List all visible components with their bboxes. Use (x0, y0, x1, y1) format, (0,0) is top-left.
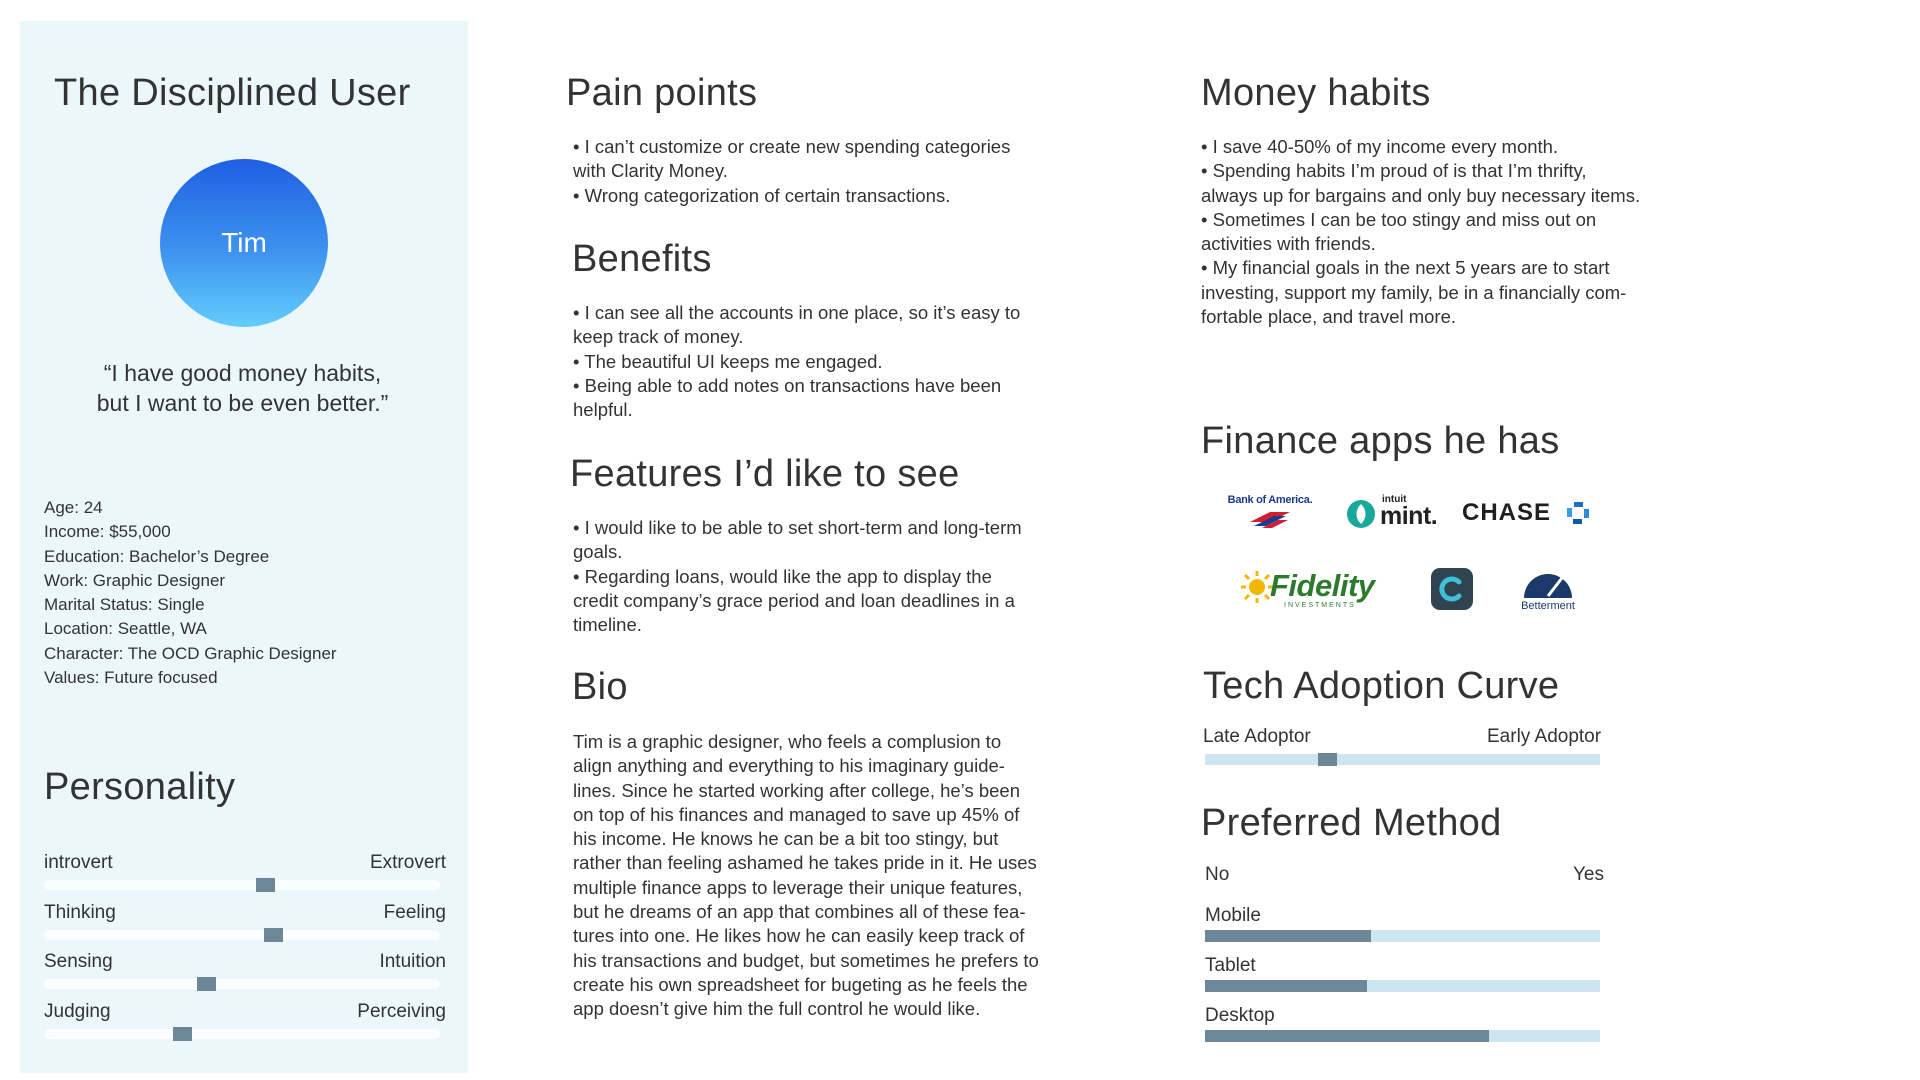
demographic-values: Values: Future focused (44, 668, 218, 688)
pain-points-line: with Clarity Money. (573, 160, 728, 182)
money-habits-line: fortable place, and travel more. (1201, 306, 1457, 328)
preferred-desktop-track (1205, 1030, 1600, 1042)
bio-line: his income. He knows he can be a bit too stingy, but (573, 828, 999, 850)
chase-logo (1462, 499, 1590, 527)
preferred-desktop-fill (1205, 1030, 1489, 1042)
money-habits-line: • Sometimes I can be too stingy and miss out on (1201, 208, 1597, 230)
finance-apps-title: Finance apps he has (1201, 420, 1560, 462)
trait-left-label: Judging (44, 1001, 111, 1022)
chase-octagon-icon (1566, 501, 1590, 525)
betterment-wordmark: Betterment (1521, 600, 1575, 612)
features-title: Features I’d like to see (570, 453, 960, 495)
tech-adoption-title: Tech Adoption Curve (1203, 665, 1560, 707)
benefits-title: Benefits (572, 238, 712, 280)
money-habits-line: activities with friends. (1201, 233, 1376, 255)
money-habits-line: • I save 40-50% of my income every month. (1201, 136, 1559, 157)
money-habits-title: Money habits (1201, 72, 1431, 114)
demographics-list (44, 496, 337, 690)
avatar (160, 159, 328, 327)
bio-line: app doesn’t give him the full control he would like. (573, 998, 981, 1020)
bio-line: rather than feeling ashamed he takes pride in it. He uses (573, 852, 1037, 874)
benefits-line: • I can see all the accounts in one place, so it’s easy to (573, 302, 1021, 323)
bio-line: on top of his finances and managed to save up 45% of (573, 803, 1020, 825)
demographic-education: Education: Bachelor’s Degree (44, 546, 270, 566)
preferred-tablet-fill (1205, 980, 1367, 992)
trait-row-sensing-intuition (44, 951, 446, 991)
demographic-income: Income: $55,000 (44, 522, 171, 542)
preferred-desktop-label: Desktop (1205, 1005, 1275, 1026)
features-text (573, 516, 1022, 637)
trait-track (44, 979, 440, 989)
fidelity-wordmark: Fidelity (1270, 568, 1375, 603)
demographic-location: Location: Seattle, WA (44, 619, 207, 639)
tech-adoption-left-label: Late Adoptor (1203, 726, 1311, 747)
features-line: goals. (573, 541, 623, 563)
trait-left-label: Thinking (44, 902, 116, 923)
trait-right-label: Perceiving (357, 1001, 446, 1022)
demographic-character: Character: The OCD Graphic Designer (44, 643, 337, 663)
quote-line: “I have good money habits, (103, 360, 382, 386)
trait-track (44, 930, 440, 940)
clarity-money-c-icon (1431, 568, 1473, 610)
bio-line: multiple finance apps to leverage their unique features, (573, 876, 1023, 898)
benefits-line: • Being able to add notes on transactions have been (573, 374, 1002, 396)
mint-logo (1346, 496, 1442, 532)
trait-left-label: introvert (44, 852, 113, 873)
money-habits-line: • My financial goals in the next 5 years are to start (1201, 257, 1610, 279)
mint-leaf-icon (1346, 498, 1376, 530)
bio-line: create his own spreadsheet for bugeting as he feels the (573, 973, 1028, 995)
persona-title: The Disciplined User (54, 72, 411, 114)
bio-line: tures into one. He likes how he can easily keep track of (573, 925, 1025, 947)
demographic-work: Work: Graphic Designer (44, 570, 226, 590)
mint-wordmark: mint. (1380, 502, 1438, 530)
preferred-mobile-label: Mobile (1205, 905, 1261, 926)
trait-track (44, 880, 440, 890)
trait-right-label: Feeling (383, 902, 446, 923)
benefits-text (573, 301, 1020, 422)
trait-marker (173, 1027, 192, 1041)
bank-of-america-flag-icon (1224, 506, 1316, 528)
tech-adoption-track (1205, 754, 1600, 765)
preferred-mobile-track (1205, 930, 1600, 942)
money-habits-line: always up for bargains and only buy necessary items. (1201, 184, 1641, 206)
avatar-name: Tim (221, 227, 267, 258)
trait-track (44, 1029, 440, 1039)
mint-intuit-text: intuit (1382, 494, 1407, 505)
trait-marker (197, 977, 216, 991)
pain-points-text (573, 135, 1010, 208)
preferred-tablet-label: Tablet (1205, 955, 1256, 976)
trait-row-introvert-extrovert (44, 852, 446, 892)
bio-line: align anything and everything to his imaginary guide- (573, 755, 1005, 777)
trait-marker (264, 928, 283, 942)
features-line: credit company’s grace period and loan deadlines in a (573, 589, 1015, 611)
pain-points-line: • I can’t customize or create new spending categories (573, 136, 1011, 157)
trait-marker (256, 878, 275, 892)
preferred-tablet-track (1205, 980, 1600, 992)
tech-adoption-marker (1318, 753, 1337, 766)
bio-line: his transactions and budget, but sometimes he prefers to (573, 949, 1039, 971)
betterment-logo (1514, 562, 1582, 614)
trait-left-label: Sensing (44, 951, 113, 972)
benefits-line: helpful. (573, 399, 633, 421)
pain-points-line: • Wrong categorization of certain transactions. (573, 184, 951, 206)
preferred-method-title: Preferred Method (1201, 802, 1502, 844)
bio-line: lines. Since he started working after college, he’s been (573, 779, 1021, 801)
bio-line: but he dreams of an app that combines all of these fea- (573, 901, 1026, 923)
betterment-gauge-icon (1514, 562, 1582, 600)
trait-right-label: Intuition (379, 951, 446, 972)
fidelity-subtext: INVESTMENTS (1284, 602, 1356, 609)
trait-right-label: Extrovert (369, 852, 446, 873)
fidelity-logo (1240, 568, 1396, 612)
trait-row-thinking-feeling (44, 902, 446, 942)
trait-row-judging-perceiving (44, 1001, 446, 1041)
benefits-line: • The beautiful UI keeps me engaged. (573, 350, 883, 372)
preferred-no-label: No (1205, 864, 1230, 885)
persona-quote (40, 358, 445, 418)
demographic-marital-status: Marital Status: Single (44, 595, 205, 615)
features-line: • I would like to be able to set short-term and long-term (573, 517, 1022, 538)
pain-points-title: Pain points (566, 72, 758, 114)
quote-line: but I want to be even better.” (96, 390, 389, 416)
preferred-mobile-fill (1205, 930, 1371, 942)
chase-wordmark: CHASE (1462, 499, 1552, 526)
features-line: timeline. (573, 614, 642, 636)
personality-title: Personality (44, 766, 236, 808)
money-habits-line: • Spending habits I’m proud of is that I’m thrifty, (1201, 160, 1587, 182)
bio-text (573, 730, 1039, 1022)
bank-of-america-logo (1224, 494, 1316, 534)
benefits-line: keep track of money. (573, 326, 744, 348)
bio-line: Tim is a graphic designer, who feels a complusion to (573, 731, 1002, 752)
features-line: • Regarding loans, would like the app to display the (573, 565, 992, 587)
demographic-age: Age: 24 (44, 498, 103, 517)
preferred-yes-label: Yes (1573, 864, 1604, 885)
bank-of-america-wordmark: Bank of America. (1227, 494, 1313, 506)
tech-adoption-right-label: Early Adoptor (1487, 726, 1602, 747)
bio-title: Bio (572, 666, 628, 708)
money-habits-line: investing, support my family, be in a financially com- (1201, 281, 1627, 303)
clarity-money-logo (1431, 568, 1473, 610)
fidelity-sun-icon (1240, 570, 1274, 604)
money-habits-text (1201, 135, 1640, 329)
